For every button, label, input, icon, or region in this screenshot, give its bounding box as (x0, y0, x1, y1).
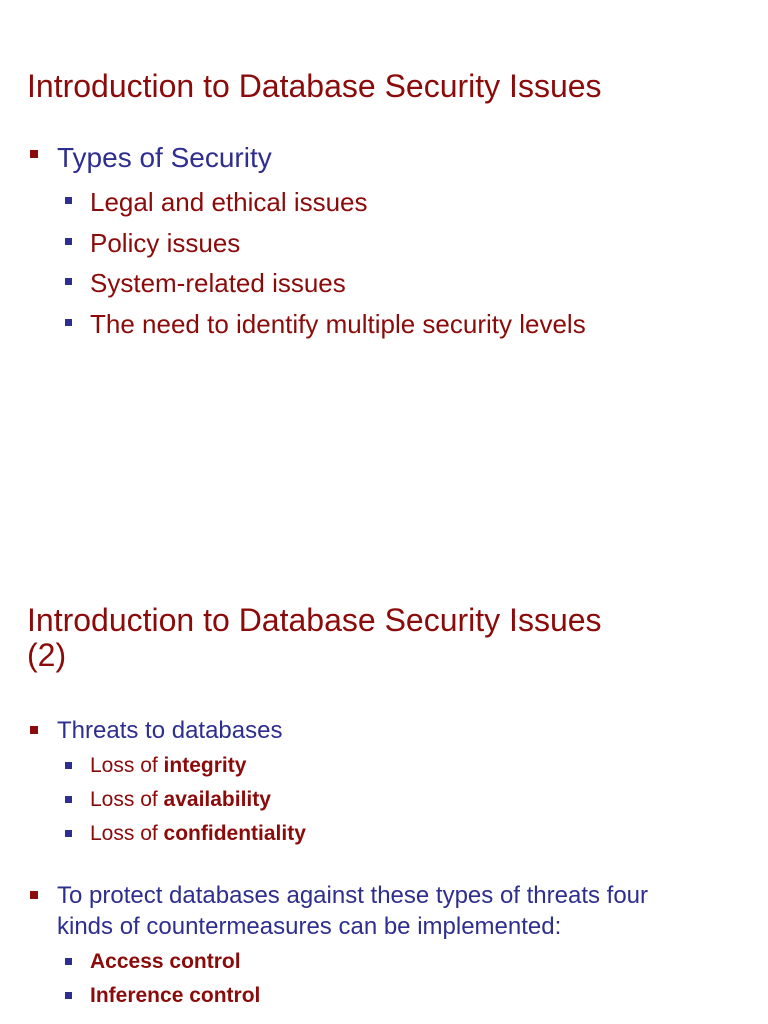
threat-item (57, 783, 730, 817)
bullet-item-countermeasures (30, 880, 730, 1013)
countermeasure-term: Inference control (90, 984, 261, 1007)
countermeasure-item (57, 979, 730, 1013)
threat-prefix: Loss of (90, 788, 164, 811)
sub-bullet-item: System-related issues (57, 263, 730, 304)
threat-term: integrity (163, 754, 247, 777)
slide-1-bullet-list (30, 140, 730, 344)
slide-2-title-line-1: Introduction to Database Security Issues (27, 602, 602, 638)
threat-term: availability (163, 788, 271, 811)
sub-bullet-list (57, 182, 730, 344)
sub-bullet-item: Policy issues (57, 223, 730, 264)
slide-2-title-line-2: (2) (27, 637, 67, 673)
bullet-text-line-2: kinds of countermeasures can be implemented: (57, 913, 562, 940)
slide-2-title (27, 603, 727, 673)
threat-prefix: Loss of (90, 822, 164, 845)
threat-item (57, 749, 730, 783)
sub-bullet-item: The need to identify multiple security levels (57, 304, 730, 345)
slide-1-title: Introduction to Database Security Issues (27, 68, 602, 104)
bullet-item-threats (30, 715, 730, 851)
slide-2 (0, 512, 768, 1024)
bullet-text: Threats to databases (57, 717, 283, 744)
bullet-text (57, 880, 730, 942)
threat-prefix: Loss of (90, 754, 164, 777)
countermeasure-term: Access control (90, 950, 241, 973)
bullet-item (30, 140, 730, 344)
countermeasure-item (57, 945, 730, 979)
threat-term: confidentiality (163, 822, 306, 845)
countermeasure-list (57, 945, 730, 1013)
bullet-text: Types of Security (57, 142, 272, 173)
threat-item (57, 817, 730, 851)
slide-2-bullet-list (30, 715, 730, 1013)
sub-bullet-item: Legal and ethical issues (57, 182, 730, 223)
threat-list (57, 749, 730, 851)
bullet-text-line-1: To protect databases against these types of threats four (57, 882, 649, 909)
